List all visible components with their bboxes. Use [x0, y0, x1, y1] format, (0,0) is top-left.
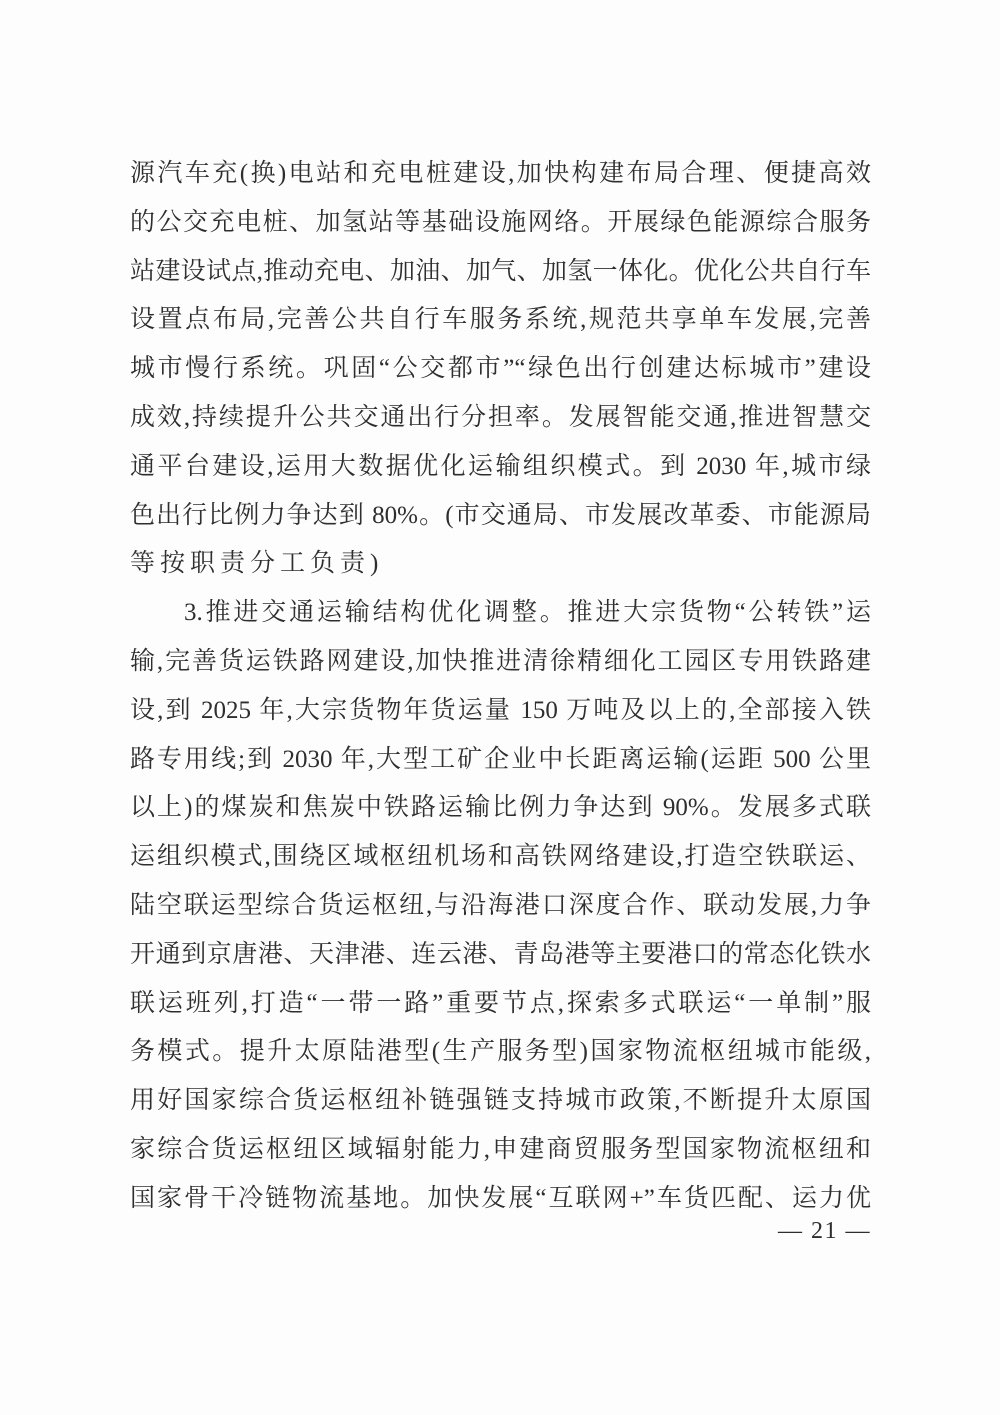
text-line: 的公交充电桩、加氢站等基础设施网络。开展绿色能源综合服务	[130, 208, 871, 236]
page-number: — 21 —	[778, 1218, 871, 1244]
text-line: 成效,持续提升公共交通出行分担率。发展智能交通,推进智慧交	[130, 403, 871, 431]
text-line: 站建设试点,推动充电、加油、加气、加氢一体化。优化公共自行车	[130, 257, 871, 285]
text-line: 联运班列,打造“一带一路”重要节点,探索多式联运“一单制”服	[130, 989, 871, 1017]
text-line: 源汽车充(换)电站和充电桩建设,加快构建布局合理、便捷高效	[130, 160, 871, 187]
text-line: 设,到 2025 年,大宗货物年货运量 150 万吨及以上的,全部接入铁	[130, 696, 871, 724]
text-line: 运组织模式,围绕区域枢纽机场和高铁网络建设,打造空铁联运、	[130, 843, 871, 871]
text-line: 设置点布局,完善公共自行车服务系统,规范共享单车发展,完善	[130, 306, 871, 334]
text-line-paragraph-start: 3.推进交通运输结构优化调整。推进大宗货物“公转铁”运	[184, 599, 871, 627]
text-line: 输,完善货运铁路网建设,加快推进清徐精细化工园区专用铁路建	[130, 647, 871, 675]
text-line: 务模式。提升太原陆港型(生产服务型)国家物流枢纽城市能级,	[130, 1038, 871, 1066]
text-line-paragraph-end: 等按职责分工负责)	[130, 550, 384, 578]
text-line: 通平台建设,运用大数据优化运输组织模式。到 2030 年,城市绿	[130, 452, 871, 480]
text-line: 国家骨干冷链物流基地。加快发展“互联网+”车货匹配、运力优	[130, 1184, 871, 1212]
document-body-text	[130, 150, 871, 1224]
text-line: 以上)的煤炭和焦炭中铁路运输比例力争达到 90%。发展多式联	[130, 794, 871, 822]
paragraph-item-3	[130, 589, 871, 1223]
text-line: 色出行比例力争达到 80%。(市交通局、市发展改革委、市能源局	[130, 501, 871, 529]
paragraph-continuation	[130, 150, 871, 589]
text-line: 城市慢行系统。巩固“公交都市”“绿色出行创建达标城市”建设	[130, 355, 871, 383]
text-line: 陆空联运型综合货运枢纽,与沿海港口深度合作、联动发展,力争	[130, 891, 871, 919]
text-line: 用好国家综合货运枢纽补链强链支持城市政策,不断提升太原国	[130, 1087, 871, 1115]
text-line: 家综合货运枢纽区域辐射能力,申建商贸服务型国家物流枢纽和	[130, 1135, 871, 1163]
text-line: 开通到京唐港、天津港、连云港、青岛港等主要港口的常态化铁水	[130, 940, 871, 968]
text-line: 路专用线;到 2030 年,大型工矿企业中长距离运输(运距 500 公里	[130, 745, 871, 773]
